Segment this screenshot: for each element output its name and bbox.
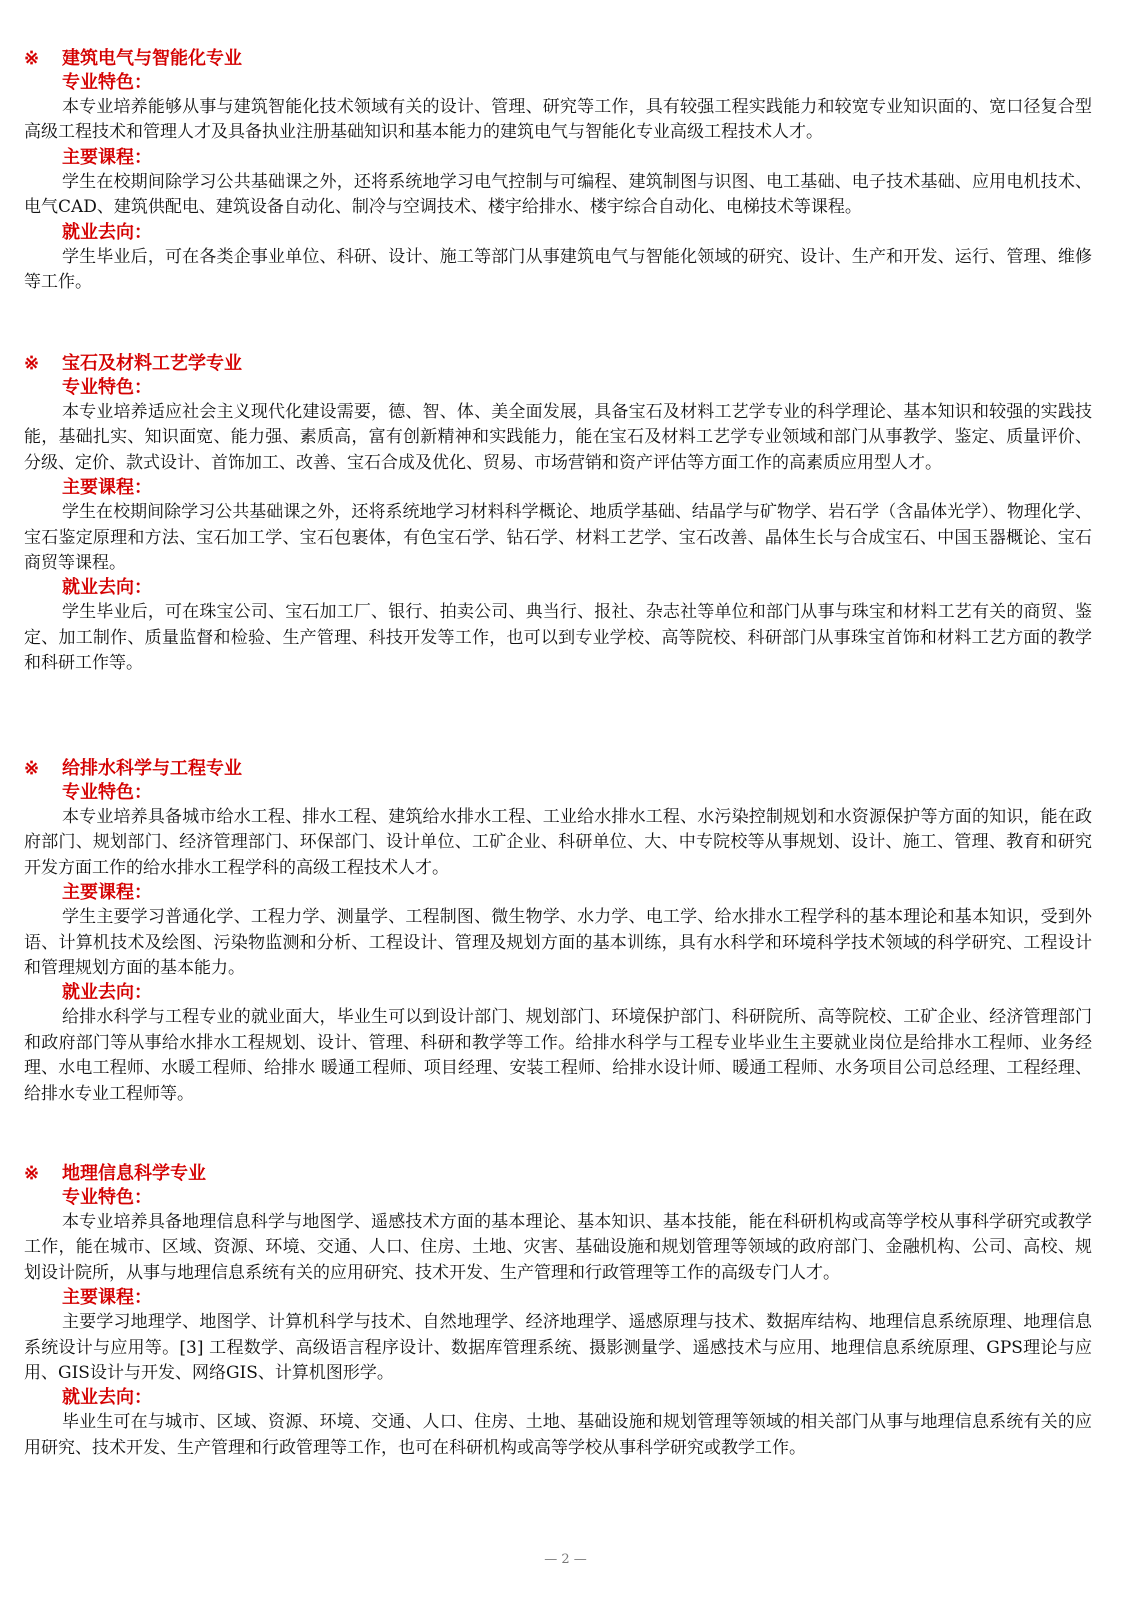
major-section-electrical: [24, 47, 1092, 295]
major-title-text: 地理信息科学专业: [62, 1163, 206, 1184]
career-heading: 就业去向：: [62, 577, 152, 599]
course-paragraph: 学生在校期间除学习公共基础课之外，还将系统地学习材料科学概论、地质学基础、结晶学与矿物学、岩石学（含晶体光学）、物理化学、宝石鉴定原理和方法、宝石加工学、宝石包裹体，有色宝石学、钻石学、材料工艺学、宝石改善、晶体生长与合成宝石、中国玉器概论、宝石商贸等课程。: [24, 502, 1092, 574]
course-heading: 主要课程：: [62, 1287, 152, 1309]
feature-heading: 专业特色：: [62, 1187, 152, 1208]
career-heading: 就业去向：: [62, 221, 152, 243]
major-title: [24, 47, 1092, 71]
reference-mark-icon: ※: [24, 1163, 40, 1184]
major-section-gis: [24, 1162, 1092, 1461]
feature-paragraph: 本专业培养能够从事与建筑智能化技术领域有关的设计、管理、研究等工作，具有较强工程实践能力和较宽专业知识面的、宽口径复合型高级工程技术和管理人才及具备执业注册基础知识和基本能力的建筑电气与智能化专业高级工程技术人才。: [24, 97, 1092, 143]
course-paragraph: 学生主要学习普通化学、工程力学、测量学、工程制图、微生物学、水力学、电工学、给水排水工程学科的基本理论和基本知识，受到外语、计算机技术及绘图、污染物监测和分析、工程设计、管理及规划方面的基本训练，具有水科学和环境科学技术领域的科学研究、工程设计和管理规划方面的基本能力。: [24, 907, 1092, 979]
career-paragraph: 给排水科学与工程专业的就业面大，毕业生可以到设计部门、规划部门、环境保护部门、科研院所、高等院校、工矿企业、经济管理部门和政府部门等从事给水排水工程规划、设计、管理、科研和教学等工作。给排水科学与工程专业毕业生主要就业岗位是给排水工程师、业务经理、水电工程师、水暖工程师、给排水 暖通工程师、项目经理、安装工程师、给排水设计师、暖通工程师、水务项目公司总经理、工程经理、给排水专业工程师等。: [24, 1007, 1092, 1104]
reference-mark-icon: ※: [24, 353, 40, 374]
feature-paragraph: 本专业培养适应社会主义现代化建设需要，德、智、体、美全面发展，具备宝石及材料工艺学专业的科学理论、基本知识和较强的实践技能，基础扎实、知识面宽、能力强、素质高，富有创新精神和实践能力，能在宝石及材料工艺学专业领域和部门从事教学、鉴定、质量评价、分级、定价、款式设计、首饰加工、改善、宝石合成及优化、贸易、市场营销和资产评估等方面工作的高素质应用型人才。: [24, 402, 1092, 473]
course-paragraph: 主要学习地理学、地图学、计算机科学与技术、自然地理学、经济地理学、遥感原理与技术、数据库结构、地理信息系统原理、地理信息系统设计与应用等。[3] 工程数学、高级语言程序设计、数据库管理系统、摄影测量学、遥感技术与应用、地理信息系统原理、GPS理论与应用、GIS设计与开发、网络GIS、计算机图形学。: [24, 1312, 1092, 1384]
career-paragraph: 学生毕业后，可在珠宝公司、宝石加工厂、银行、拍卖公司、典当行、报社、杂志社等单位和部门从事与珠宝和材料工艺有关的商贸、鉴定、加工制作、质量监督和检验、生产管理、科技开发等工作，也可以到专业学校、高等院校、科研部门从事珠宝首饰和材料工艺方面的教学和科研工作等。: [24, 602, 1092, 674]
feature-heading: 专业特色：: [62, 377, 152, 398]
feature-paragraph: 本专业培养具备城市给水工程、排水工程、建筑给水排水工程、工业给水排水工程、水污染控制规划和水资源保护等方面的知识，能在政府部门、规划部门、经济管理部门、环保部门、设计单位、工矿企业、科研单位、大、中专院校等从事规划、设计、施工、管理、教育和研究开发方面工作的给水排水工程学科的高级工程技术人才。: [24, 807, 1092, 878]
major-title-text: 宝石及材料工艺学专业: [62, 353, 242, 374]
major-section-gemstone: [24, 352, 1092, 677]
career-paragraph: 毕业生可在与城市、区域、资源、环境、交通、人口、住房、土地、基础设施和规划管理等领域的相关部门从事与地理信息系统有关的应用研究、技术开发、生产管理和行政管理等工作，也可在科研机构或高等学校从事科学研究或教学工作。: [24, 1412, 1092, 1458]
feature-paragraph: 本专业培养具备地理信息科学与地图学、遥感技术方面的基本理论、基本知识、基本技能，能在科研机构或高等学校从事科学研究或教学工作，能在城市、区域、资源、环境、交通、人口、住房、土地、灾害、基础设施和规划管理等领域的政府部门、金融机构、公司、高校、规划设计院所，从事与地理信息系统有关的应用研究、技术开发、生产管理和行政管理等工作的高级专门人才。: [24, 1212, 1092, 1283]
reference-mark-icon: ※: [24, 48, 40, 69]
career-paragraph: 学生毕业后，可在各类企事业单位、科研、设计、施工等部门从事建筑电气与智能化领域的研究、设计、生产和开发、运行、管理、维修等工作。: [24, 246, 1092, 293]
reference-mark-icon: ※: [24, 758, 40, 779]
major-title-text: 建筑电气与智能化专业: [62, 48, 242, 69]
course-heading: 主要课程：: [62, 882, 152, 904]
major-title: [24, 757, 1092, 781]
course-paragraph: 学生在校期间除学习公共基础课之外，还将系统地学习电气控制与可编程、建筑制图与识图、电工基础、电子技术基础、应用电机技术、电气CAD、建筑供配电、建筑设备自动化、制冷与空调技术、楼宇给排水、楼宇综合自动化、电梯技术等课程。: [24, 171, 1092, 218]
course-heading: 主要课程：: [62, 477, 152, 499]
major-section-water: [24, 757, 1092, 1107]
career-heading: 就业去向：: [62, 1387, 152, 1409]
major-title-text: 给排水科学与工程专业: [62, 758, 242, 779]
feature-heading: 专业特色：: [62, 782, 152, 803]
page-number: — 2 —: [544, 1552, 587, 1567]
feature-heading: 专业特色：: [62, 72, 152, 93]
career-heading: 就业去向：: [62, 982, 152, 1004]
course-heading: 主要课程：: [62, 146, 152, 168]
major-title: [24, 1162, 1092, 1186]
major-title: [24, 352, 1092, 376]
